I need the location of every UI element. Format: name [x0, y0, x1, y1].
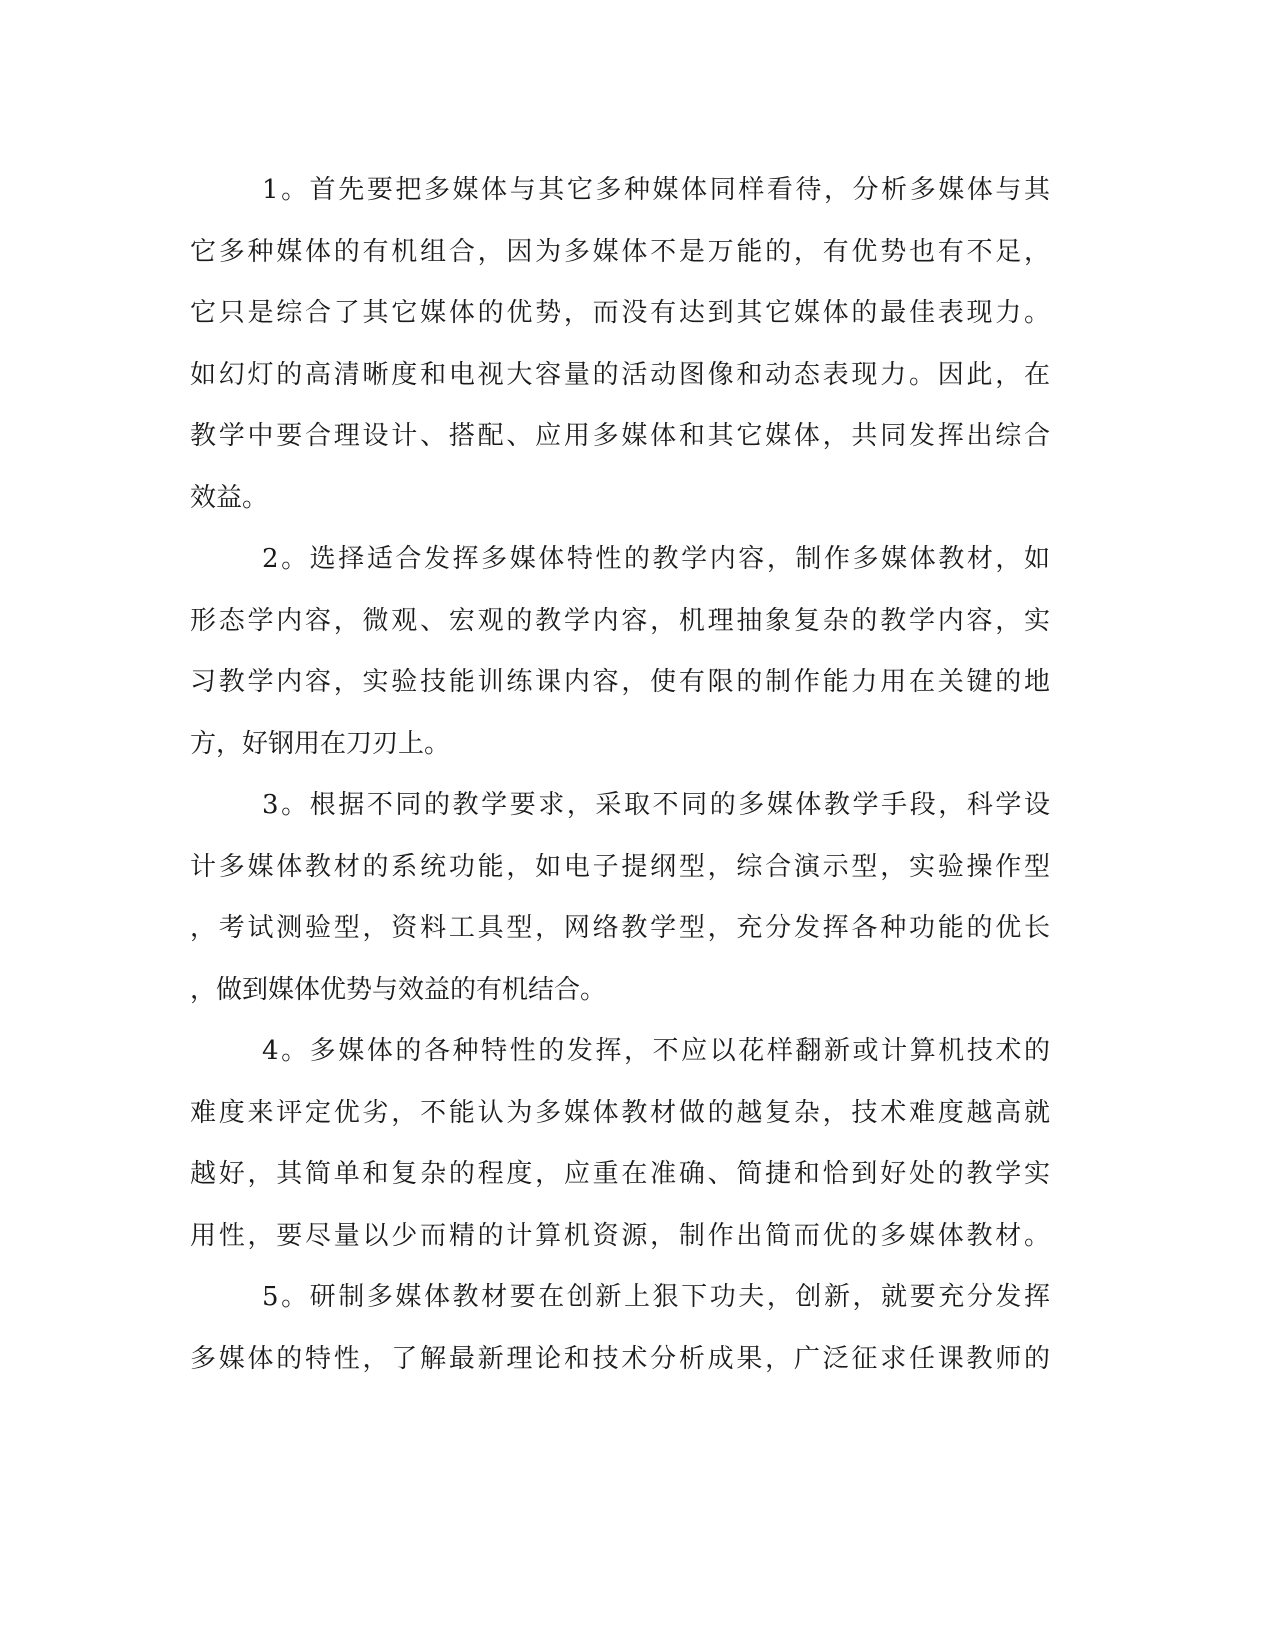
paragraph-1-line-5: 教学中要合理设计、搭配、应用多媒体和其它媒体，共同发挥出综合 [190, 421, 1050, 451]
paragraph-1-line-6: 效益。 [190, 482, 269, 513]
paragraph-2-line-3: 习教学内容，实验技能训练课内容，使有限的制作能力用在关键的地 [190, 667, 1050, 697]
paragraph-1-line-2: 它多种媒体的有机组合，因为多媒体不是万能的，有优势也有不足， [190, 236, 1050, 267]
paragraph-4-line-4: 用性，要尽量以少而精的计算机资源，制作出简而优的多媒体教材。 [190, 1220, 1050, 1251]
paragraph-4-line-2: 难度来评定优劣，不能认为多媒体教材做的越复杂，技术难度越高就 [190, 1097, 1050, 1128]
paragraph-2-line-4: 方，好钢用在刀刃上。 [190, 728, 451, 759]
body-text [190, 160, 1050, 1390]
paragraph-3-line-3: ，考试测验型，资料工具型，网络教学型，充分发挥各种功能的优长 [190, 913, 1050, 943]
paragraph-3-line-4: ，做到媒体优势与效益的有机结合。 [190, 974, 607, 1005]
paragraph-2-line-1: 2。选择适合发挥多媒体特性的教学内容，制作多媒体教材，如 [262, 544, 1050, 574]
paragraph-3-line-2: 计多媒体教材的系统功能，如电子提纲型，综合演示型，实验操作型 [190, 851, 1050, 882]
paragraph-3-line-1: 3。根据不同的教学要求，采取不同的多媒体教学手段，科学设 [262, 790, 1050, 820]
paragraph-4-line-1: 4。多媒体的各种特性的发挥，不应以花样翻新或计算机技术的 [262, 1036, 1050, 1066]
paragraph-2-line-2: 形态学内容，微观、宏观的教学内容，机理抽象复杂的教学内容，实 [190, 605, 1050, 636]
paragraph-1-line-4: 如幻灯的高清晰度和电视大容量的活动图像和动态表现力。因此，在 [190, 359, 1050, 390]
paragraph-5-line-2: 多媒体的特性，了解最新理论和技术分析成果，广泛征求任课教师的 [190, 1343, 1050, 1374]
paragraph-4-line-3: 越好，其简单和复杂的程度，应重在准确、简捷和恰到好处的教学实 [190, 1159, 1050, 1189]
paragraph-1-line-3: 它只是综合了其它媒体的优势，而没有达到其它媒体的最佳表现力。 [190, 298, 1050, 328]
paragraph-1-line-1: 1。首先要把多媒体与其它多种媒体同样看待，分析多媒体与其 [262, 175, 1050, 205]
paragraph-5-line-1: 5。研制多媒体教材要在创新上狠下功夫，创新，就要充分发挥 [262, 1282, 1050, 1312]
